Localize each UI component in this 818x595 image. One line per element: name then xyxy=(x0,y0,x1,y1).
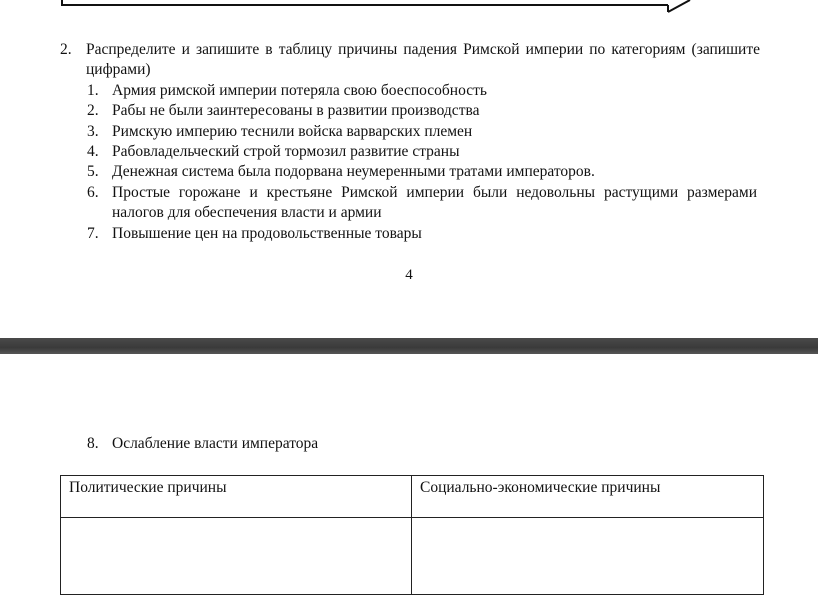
list-item-number: 3. xyxy=(87,122,99,140)
causes-list xyxy=(60,81,760,244)
table-header-row xyxy=(61,476,764,518)
task-2-heading xyxy=(60,40,760,81)
list-item-text: Простые горожане и крестьяне Римской империи были недовольны растущими размерами налогов для обеспечения власти и армии xyxy=(112,183,757,222)
list-item-number: 5. xyxy=(87,163,99,181)
list-item-text: Рабы не были заинтересованы в развитии производства xyxy=(112,102,480,120)
list-item xyxy=(60,224,760,244)
list-item-text: Римскую империю теснили войска варварских племен xyxy=(112,122,473,140)
list-item-number: 2. xyxy=(87,102,99,120)
list-item-text: Армия римской империи потеряла свою боеспособность xyxy=(112,81,487,99)
list-item-number: 6. xyxy=(87,183,99,201)
list-item-text: Рабовладельческий строй тормозил развитие страны xyxy=(112,143,460,161)
list-item-text: Денежная система была подорвана неумеренными тратами императоров. xyxy=(112,163,595,181)
page-number: 4 xyxy=(405,267,413,283)
task-2-number: 2. xyxy=(60,41,72,58)
list-item xyxy=(60,122,760,142)
list-item-text: Повышение цен на продовольственные товары xyxy=(112,224,422,242)
list-item-number: 1. xyxy=(87,81,99,99)
list-item xyxy=(60,142,760,162)
list-item-number: 7. xyxy=(87,224,99,242)
list-item xyxy=(60,101,760,121)
task-2 xyxy=(60,40,760,244)
list-item-number: 8. xyxy=(87,435,99,452)
list-item xyxy=(60,81,760,101)
causes-table xyxy=(60,475,764,595)
list-item-text: Ослабление власти императора xyxy=(112,435,319,452)
list-item xyxy=(60,183,760,224)
political-causes-header: Политические причины xyxy=(61,476,412,518)
task-2-prompt: Распределите и запишите в таблицу причины падения Римской империи по категориям (запишите цифрами) xyxy=(86,41,760,79)
list-item-8 xyxy=(87,435,318,453)
page-separator xyxy=(0,338,818,354)
socio-economic-causes-header: Социально-экономические причины xyxy=(412,476,764,518)
list-item xyxy=(60,162,760,182)
list-item-number: 4. xyxy=(87,143,99,161)
arrow-shape xyxy=(0,0,818,20)
